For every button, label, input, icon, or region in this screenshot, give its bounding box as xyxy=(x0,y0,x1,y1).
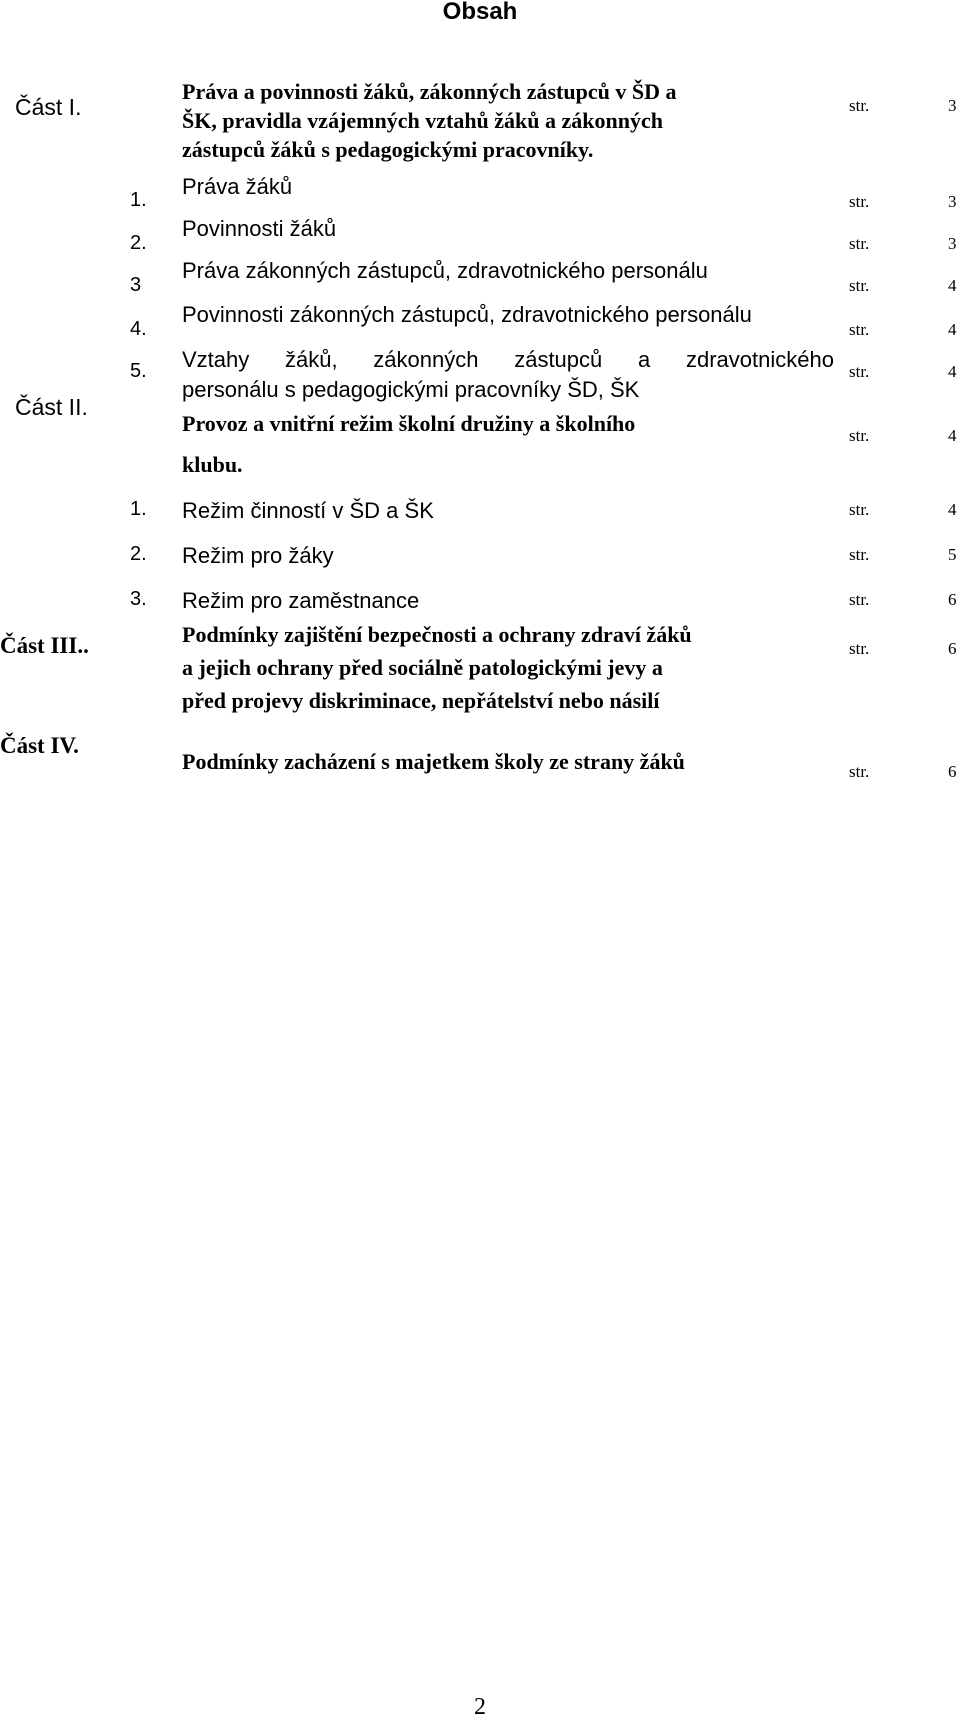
part-2-heading-line: Provoz a vnitřní režim školní družiny a školního xyxy=(182,411,636,436)
page-number: 5 xyxy=(948,545,957,564)
toc-item-prava-zakonnych-zastupcu[interactable]: Práva zákonných zástupců, zdravotnického personálu xyxy=(182,258,708,283)
page-label: str. xyxy=(849,500,870,519)
part-label-1: Část I. xyxy=(15,94,82,120)
word: Vztahy xyxy=(182,347,250,372)
toc-item-rezim-pro-zaky[interactable]: Režim pro žáky xyxy=(182,543,334,568)
page-title: Obsah xyxy=(442,0,518,25)
page-number: 6 xyxy=(948,590,957,609)
toc-item-line: personálu s pedagogickými pracovníky ŠD, ŠK xyxy=(182,377,640,402)
part-2-heading-line: klubu. xyxy=(182,452,243,477)
page-label: str. xyxy=(849,426,870,445)
part-3-heading-line: Podmínky zajištění bezpečnosti a ochrany zdraví žáků xyxy=(182,622,692,647)
part-1-heading-line: Práva a povinnosti žáků, zákonných zástupců v ŠD a xyxy=(182,79,677,104)
page-number: 4 xyxy=(948,320,957,339)
item-number: 3. xyxy=(130,588,147,610)
item-number: 2. xyxy=(130,232,147,254)
toc-item-vztahy[interactable] xyxy=(182,345,834,405)
toc-item-rezim-pro-zamestnance[interactable]: Režim pro zaměstnance xyxy=(182,588,420,613)
word: zákonných xyxy=(373,347,479,372)
toc-item-povinnosti-zaku[interactable]: Povinnosti žáků xyxy=(182,216,337,241)
page-number: 6 xyxy=(948,762,957,781)
part-4-heading[interactable]: Podmínky zacházení s majetkem školy ze strany žáků xyxy=(182,749,685,774)
page-number: 6 xyxy=(948,639,957,658)
page-number: 4 xyxy=(948,362,957,381)
item-number: 3 xyxy=(130,274,142,296)
item-number: 5. xyxy=(130,360,147,382)
item-number: 4. xyxy=(130,318,147,340)
word: žáků, xyxy=(284,347,338,372)
page-number: 4 xyxy=(948,426,957,445)
page-footer-number: 2 xyxy=(474,1694,486,1720)
page-number: 3 xyxy=(948,234,957,253)
item-number: 2. xyxy=(130,543,147,565)
part-label-4: Část IV. xyxy=(0,733,79,758)
item-number: 1. xyxy=(130,498,147,520)
toc-item-prava-zaku[interactable]: Práva žáků xyxy=(182,174,293,199)
part-2-heading[interactable] xyxy=(182,409,635,479)
page-label: str. xyxy=(849,590,870,609)
page-label: str. xyxy=(849,320,870,339)
part-3-heading-line: a jejich ochrany před sociálně patologickými jevy a xyxy=(182,655,663,680)
toc-item-povinnosti-zakonnych-zastupcu[interactable]: Povinnosti zákonných zástupců, zdravotnického personálu xyxy=(182,302,752,327)
toc-item-line xyxy=(182,345,834,375)
item-number: 1. xyxy=(130,189,147,211)
page-label: str. xyxy=(849,234,870,253)
page-label: str. xyxy=(849,192,870,211)
word: zástupců xyxy=(514,347,603,372)
page-label: str. xyxy=(849,639,870,658)
page-label: str. xyxy=(849,545,870,564)
part-1-heading-line: ŠK, pravidla vzájemných vztahů žáků a zákonných xyxy=(182,108,663,133)
page-label: str. xyxy=(849,362,870,381)
page-number: 4 xyxy=(948,500,957,519)
page-label: str. xyxy=(849,276,870,295)
part-1-heading-line: zástupců žáků s pedagogickými pracovníky. xyxy=(182,137,594,162)
toc-item-rezim-cinnosti[interactable]: Režim činností v ŠD a ŠK xyxy=(182,498,434,523)
part-label-3: Část III.. xyxy=(0,633,89,658)
page-number: 3 xyxy=(948,96,957,115)
word: a xyxy=(637,347,651,372)
part-1-heading[interactable] xyxy=(182,77,676,164)
word: zdravotnického xyxy=(685,347,834,372)
part-3-heading-line: před projevy diskriminace, nepřátelství nebo násilí xyxy=(182,688,660,713)
part-label-2: Část II. xyxy=(15,394,88,420)
page-number: 3 xyxy=(948,192,957,211)
part-3-heading[interactable] xyxy=(182,620,692,719)
page-label: str. xyxy=(849,96,870,115)
page-number: 4 xyxy=(948,276,957,295)
page-label: str. xyxy=(849,762,870,781)
